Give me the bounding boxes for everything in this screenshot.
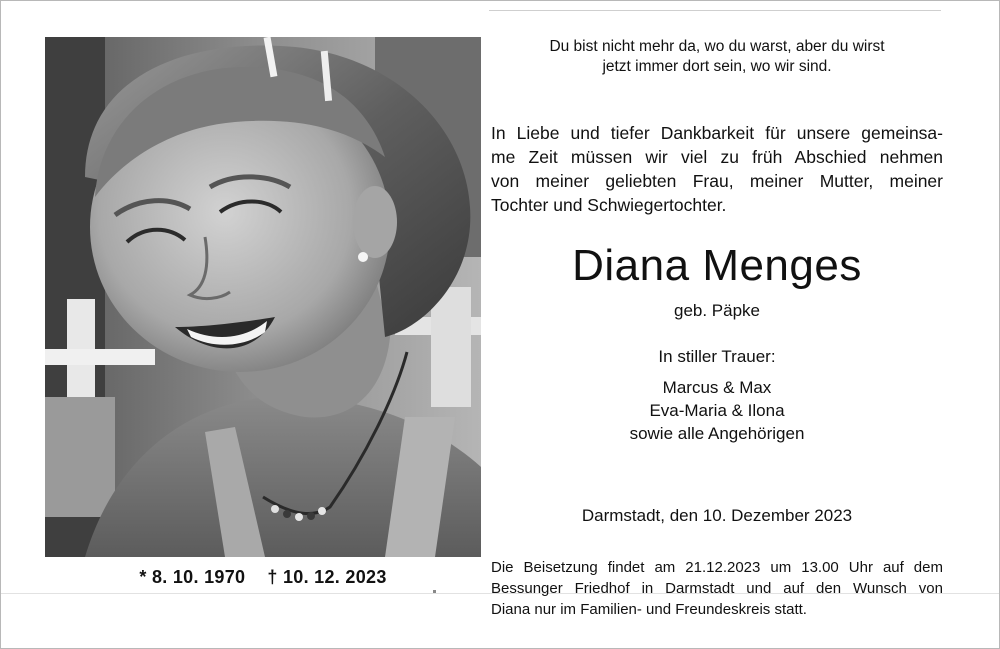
print-dot — [433, 590, 436, 593]
intro-line-1: In Liebe und tiefer Dankbarkeit für unsere gemeinsa- — [491, 123, 943, 143]
portrait-photo — [45, 37, 481, 557]
burial-line-1: Die Beisetzung findet am 21.12.2023 um 13.00 Uhr auf dem — [491, 559, 943, 576]
portrait-illustration — [45, 37, 481, 557]
mourner-item: Marcus & Max — [662, 378, 772, 397]
burial-line-2: Bessunger Friedhof in Darmstadt und auf den Wunsch von — [491, 580, 943, 597]
birth-date: * 8. 10. 1970 — [139, 567, 246, 587]
burial-line-3: Diana nur im Familien- und Freundeskreis statt. — [491, 601, 807, 618]
memorial-quote — [491, 37, 943, 77]
top-divider — [489, 10, 941, 11]
mourner-item: Eva-Maria & Ilona — [649, 401, 785, 420]
intro-line-3: von meiner geliebten Frau, meiner Mutter, meiner — [491, 171, 943, 191]
place-and-date: Darmstadt, den 10. Dezember 2023 — [581, 506, 853, 525]
intro-line-4: Tochter und Schwiegertochter. — [491, 195, 727, 215]
birth-name: geb. Päpke — [673, 301, 760, 320]
mourner-item: sowie alle Angehörigen — [629, 424, 805, 443]
intro-line-2: me Zeit müssen wir viel zu früh Abschied nehmen — [491, 147, 943, 167]
deceased-name: Diana Menges — [572, 241, 862, 290]
mourners-list — [491, 376, 943, 445]
burial-notice — [491, 557, 943, 620]
intro-paragraph — [491, 121, 943, 217]
quote-line-2: jetzt immer dort sein, wo wir sind. — [602, 58, 832, 75]
quote-line-1: Du bist nicht mehr da, wo du warst, aber du wirst — [549, 38, 885, 55]
mourners-heading: In stiller Trauer: — [658, 347, 776, 366]
death-date: † 10. 12. 2023 — [267, 567, 387, 587]
life-dates — [45, 567, 481, 588]
